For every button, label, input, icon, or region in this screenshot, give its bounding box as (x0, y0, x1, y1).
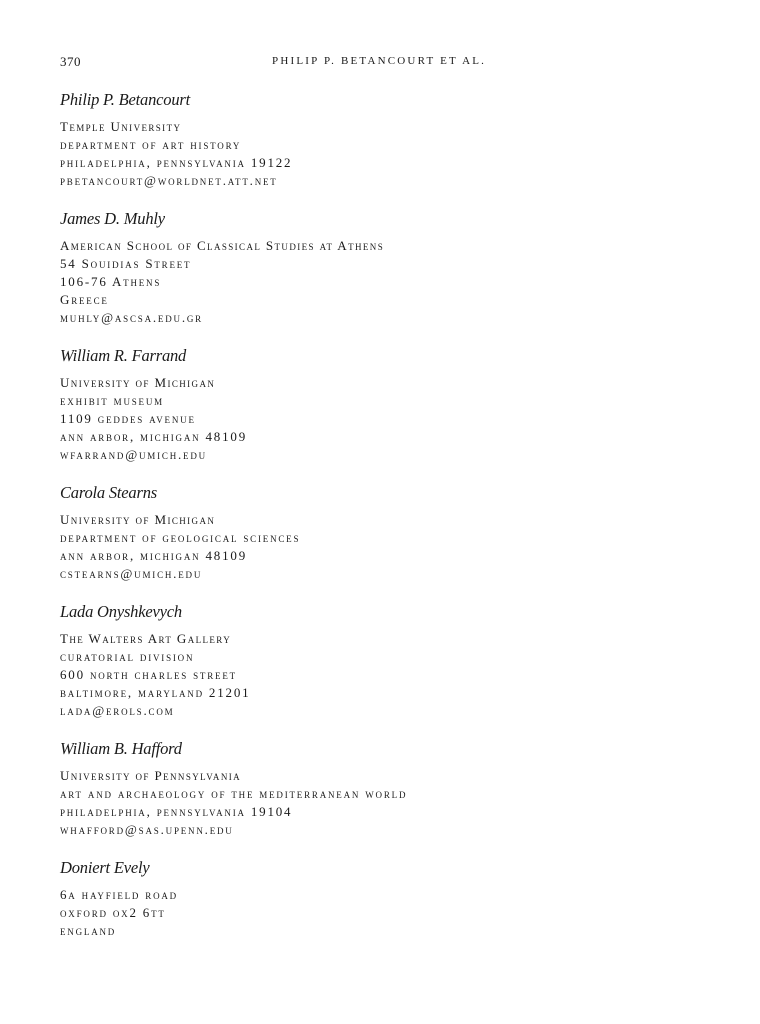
contributor-institution: University of Pennsylvania (60, 768, 242, 783)
address-line: philadelphia, pennsylvania 19104 (60, 804, 293, 819)
contributor-email: lada@erols.com (60, 703, 175, 718)
contributor-email: cstearns@umich.edu (60, 566, 203, 581)
contributor-email: pbetancourt@worldnet.att.net (60, 173, 278, 188)
contributor-entry (60, 207, 700, 327)
address-line: department of geological sciences (60, 530, 301, 545)
contributor-list (60, 88, 700, 957)
contributor-email: muhly@ascsa.edu.gr (60, 310, 203, 325)
address-line: ann arbor, michigan 48109 (60, 548, 248, 563)
contributor-name: Philip P. Betancourt (60, 90, 190, 109)
running-title: PHILIP P. BETANCOURT ET AL. (272, 55, 487, 67)
address-line: baltimore, maryland 21201 (60, 685, 251, 700)
address-line: england (60, 923, 117, 938)
contributor-name: Doniert Evely (60, 858, 150, 877)
contributor-entry (60, 88, 700, 190)
address-line: department of art history (60, 137, 242, 152)
address-line: oxford ox2 6tt (60, 905, 166, 920)
contributor-institution: Temple University (60, 119, 182, 134)
contributor-entry (60, 481, 700, 583)
contributor-name: Lada Onyshkevych (60, 602, 182, 621)
contributor-name: James D. Muhly (60, 209, 165, 228)
address-line: ann arbor, michigan 48109 (60, 429, 248, 444)
contributor-institution: American School of Classical Studies at Athens (60, 238, 385, 253)
address-line: 600 north charles street (60, 667, 237, 682)
contributor-entry (60, 344, 700, 464)
contributor-email: whafford@sas.upenn.edu (60, 822, 234, 837)
contributor-entry (60, 600, 700, 720)
contributor-entry (60, 737, 700, 839)
contributor-institution: University of Michigan (60, 512, 216, 527)
address-line: philadelphia, pennsylvania 19122 (60, 155, 293, 170)
address-line: 6a hayfield road (60, 887, 178, 902)
address-line: 1109 geddes avenue (60, 411, 196, 426)
contributor-institution: The Walters Art Gallery (60, 631, 232, 646)
address-line: curatorial division (60, 649, 195, 664)
address-line: exhibit museum (60, 393, 164, 408)
contributor-name: William R. Farrand (60, 346, 187, 365)
page-number: 370 (60, 54, 81, 69)
contributor-name: William B. Hafford (60, 739, 182, 758)
contributor-email: wfarrand@umich.edu (60, 447, 207, 462)
address-line: 54 Souidias Street (60, 256, 192, 271)
contributor-entry (60, 856, 700, 940)
contributor-institution: University of Michigan (60, 375, 216, 390)
address-line: Greece (60, 292, 109, 307)
address-line: 106-76 Athens (60, 274, 162, 289)
running-head (60, 54, 700, 74)
address-line: art and archaeology of the mediterranean world (60, 786, 408, 801)
contributor-name: Carola Stearns (60, 483, 157, 502)
